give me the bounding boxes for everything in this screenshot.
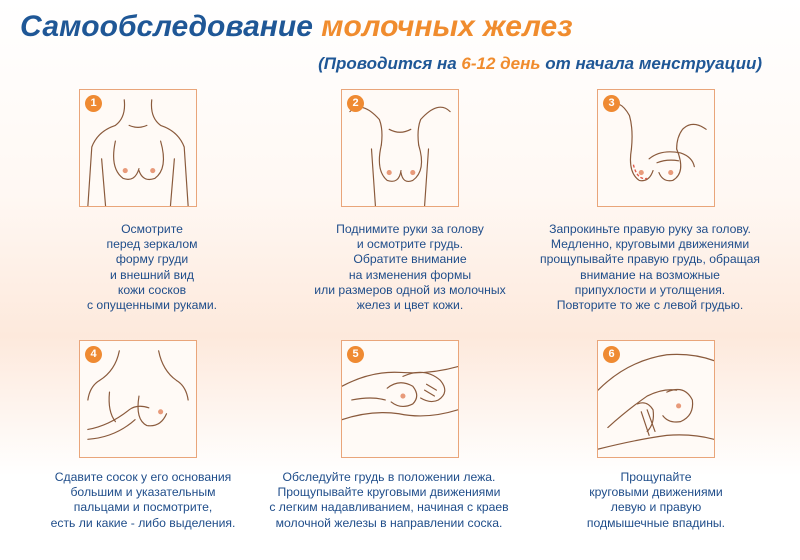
step-5-line: Обследуйте грудь в положении лежа.	[282, 470, 496, 484]
step-6-number-badge: 6	[603, 346, 620, 363]
subtitle-end: от начала менструации)	[545, 54, 762, 73]
step-6-illustration	[597, 340, 715, 458]
step-2-illustration	[341, 89, 459, 207]
step-6-line: Прощупайте	[620, 470, 692, 484]
step-4-line: есть ли какие - либо выделения.	[50, 515, 236, 530]
step-1-line: перед зеркалом	[106, 237, 198, 252]
step-2-number-badge: 2	[347, 95, 364, 112]
step-1-line: и внешний вид	[109, 267, 195, 282]
step-2-line: и осмотрите грудь.	[356, 237, 464, 252]
step-4-number-badge: 4	[85, 346, 102, 363]
step-5-line: Прощупывайте круговыми движениями	[277, 485, 501, 500]
step-2-line: желез и цвет кожи.	[356, 298, 464, 313]
step-5-description	[264, 470, 514, 531]
step-3-line: Медленно, круговыми движениями	[550, 237, 750, 252]
step-4-line: Сдавите сосок у его основания	[54, 470, 232, 484]
step-3-number-badge: 3	[603, 95, 620, 112]
step-4-description	[18, 470, 268, 531]
step-4-illustration	[79, 340, 197, 458]
step-1-description	[27, 222, 277, 313]
step-3-line: Повторите то же с левой грудью.	[556, 298, 744, 313]
step-2-line: или размеров одной из молочных	[314, 282, 506, 297]
step-2-line: Обратите внимание	[353, 252, 467, 267]
step-6-line: подмышечные впадины.	[586, 515, 726, 530]
step-6-line: круговыми движениями	[589, 485, 723, 500]
step-3-line: припухлости и утолщения.	[574, 282, 726, 297]
step-1-line: кожи сосков	[117, 282, 187, 297]
step-2-description	[285, 222, 535, 313]
step-1-line: с опущенными руками.	[86, 298, 218, 313]
step-4-line: большим и указательным	[70, 485, 216, 500]
step-3-line: Запрокиньте правую руку за голову.	[549, 222, 751, 236]
step-3-line: прощупывайте правую грудь, обращая	[539, 252, 761, 267]
step-1-line: Осмотрите	[121, 222, 183, 236]
page-title	[20, 10, 573, 44]
step-6-line: левую и правую	[610, 500, 702, 515]
subtitle-days: 6-12 день	[461, 54, 541, 73]
title-accent: молочных желез	[321, 10, 573, 43]
step-3-illustration	[597, 89, 715, 207]
step-1-number-badge: 1	[85, 95, 102, 112]
step-1-illustration	[79, 89, 197, 207]
subtitle-start: (Проводится на	[318, 54, 457, 73]
step-5-line: молочной железы в направлении соска.	[275, 515, 503, 530]
step-3-line: внимание на возможные	[580, 267, 720, 282]
page-subtitle	[318, 54, 762, 74]
step-1-line: форму груди	[115, 252, 189, 267]
step-5-line: с легким надавливанием, начиная с краев	[269, 500, 509, 515]
step-6-description	[531, 470, 781, 531]
step-2-line: на изменения формы	[348, 267, 472, 282]
title-main: Самообследование	[20, 10, 313, 43]
step-4-line: пальцами и посмотрите,	[73, 500, 213, 515]
step-5-number-badge: 5	[347, 346, 364, 363]
step-5-illustration	[341, 340, 459, 458]
step-2-line: Поднимите руки за голову	[336, 222, 484, 236]
step-3-description	[525, 222, 775, 313]
